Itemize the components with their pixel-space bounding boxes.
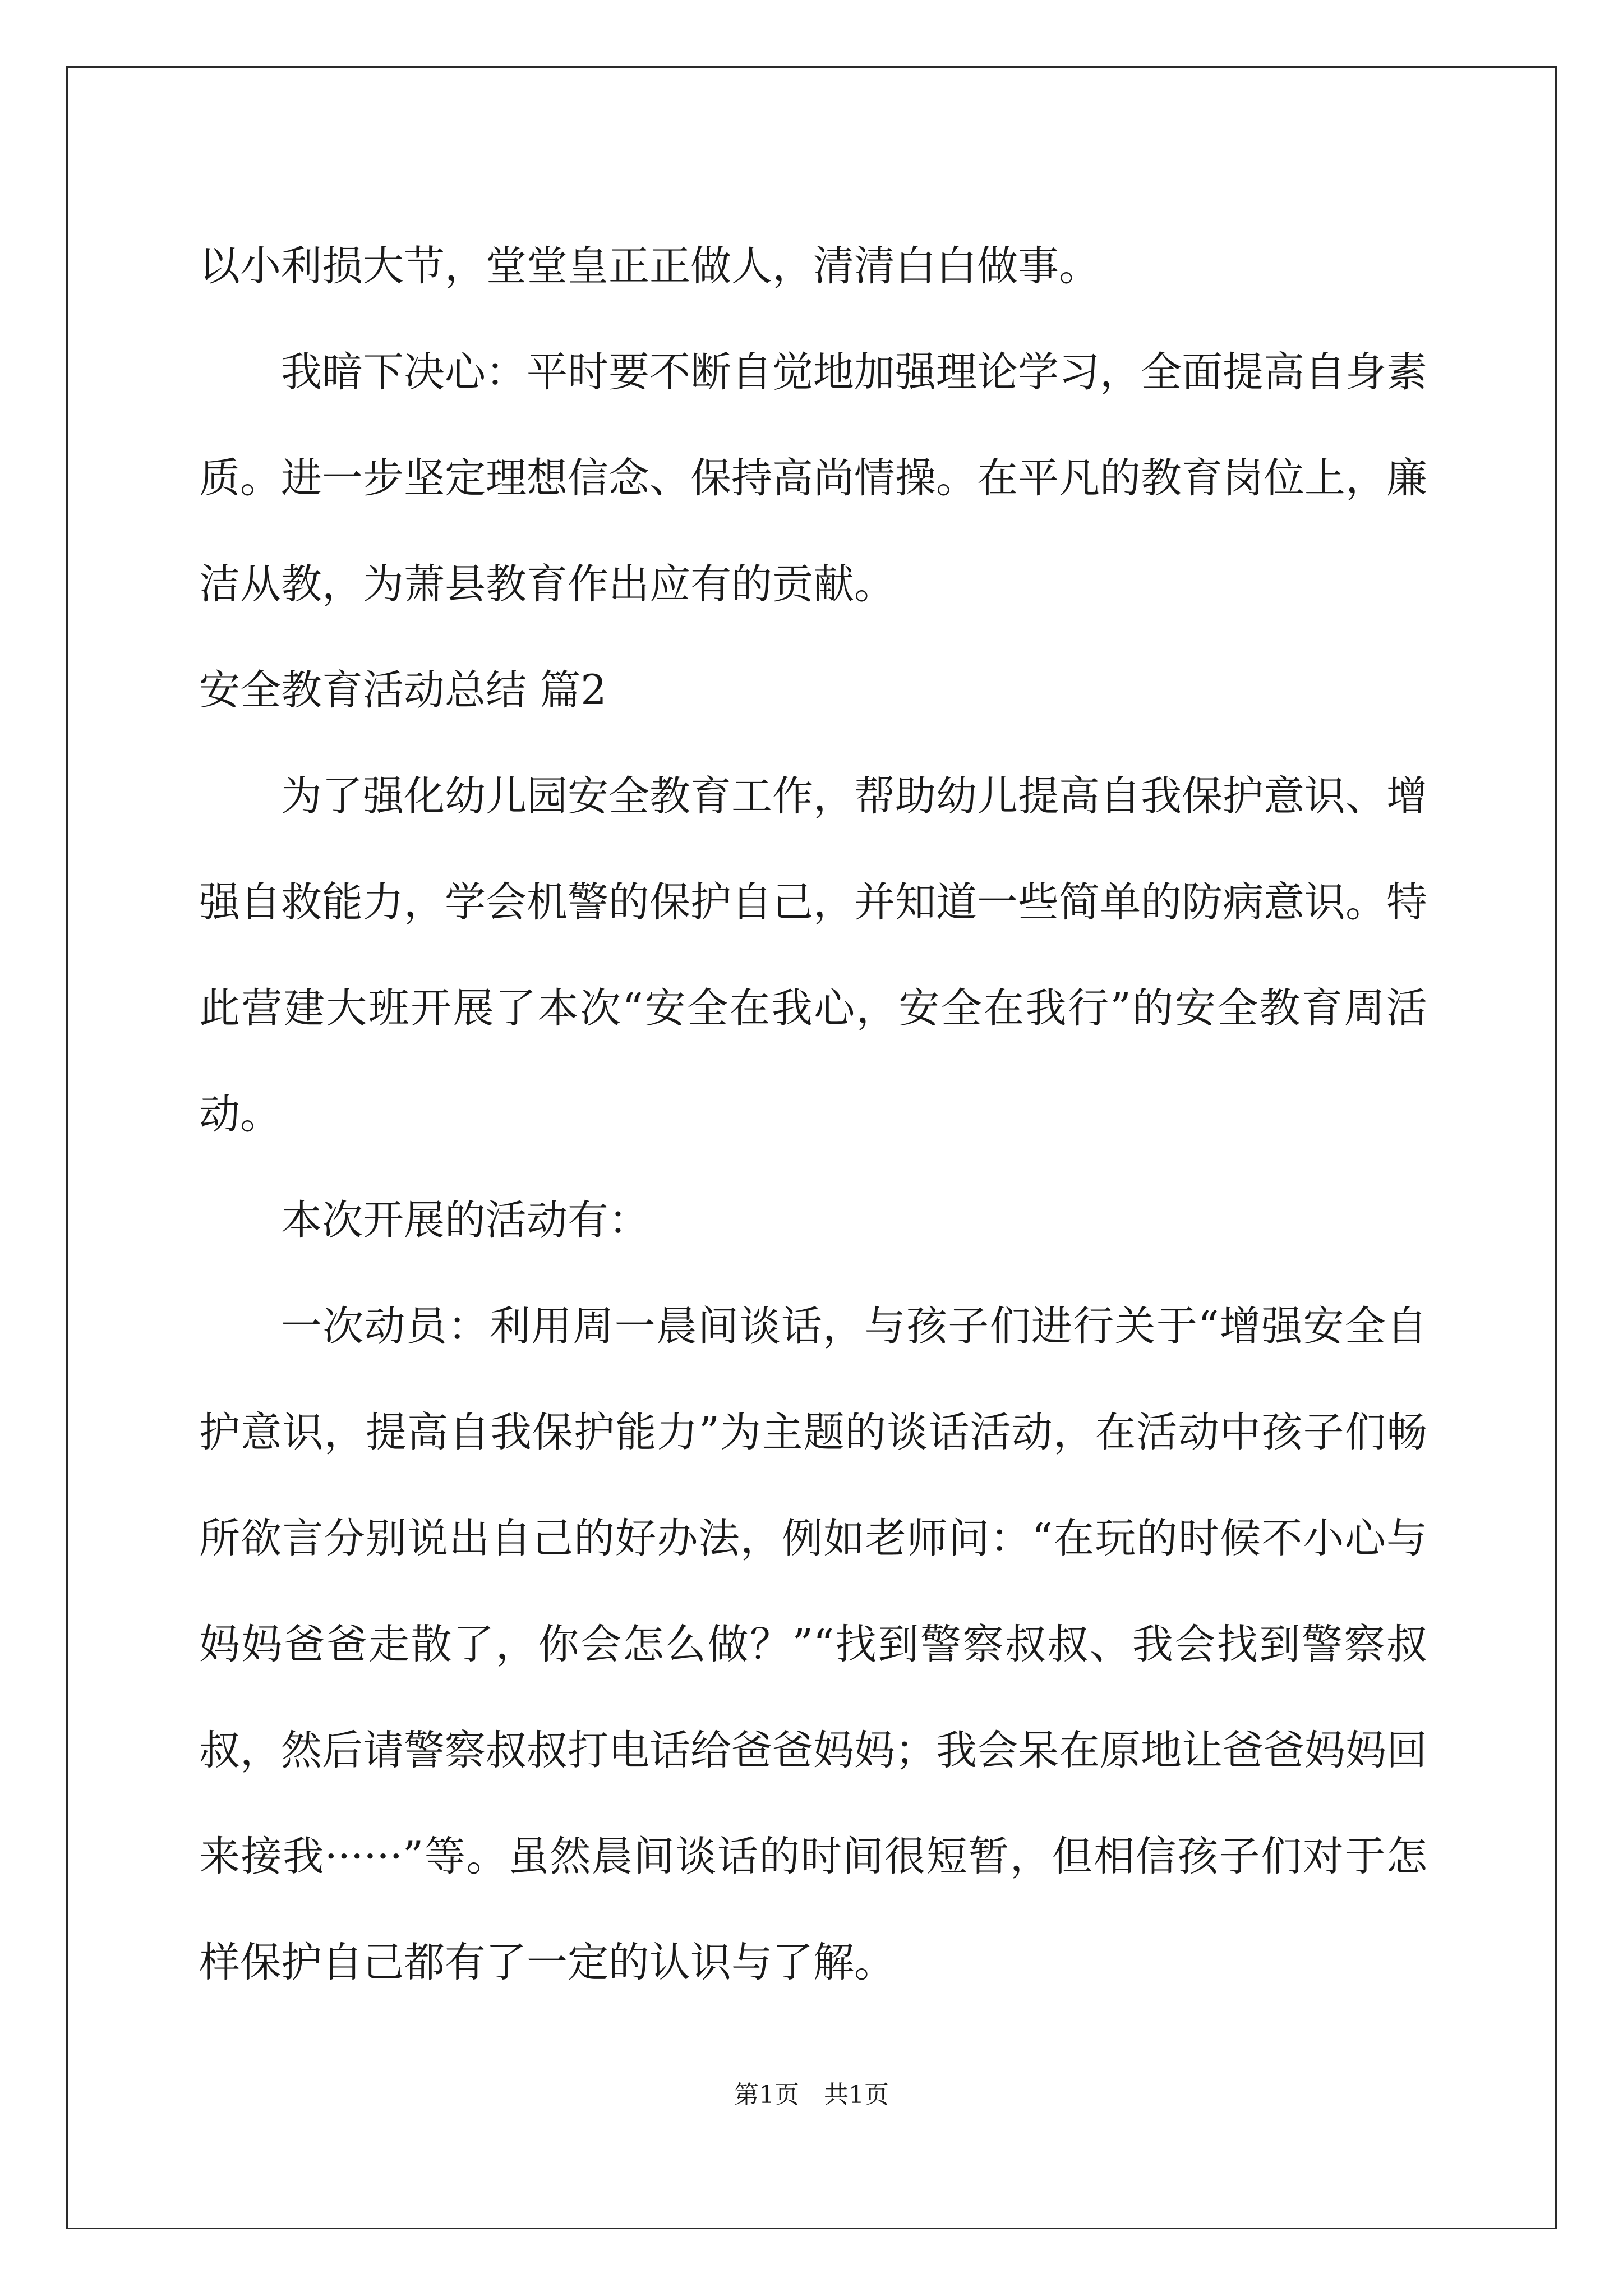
paragraph-mobilization: 一次动员：利用周一晨间谈话，与孩子们进行关于“增强安全自护意识，提高自我保护能力”为主题的谈话活动，在活动中孩子们畅所欲言分别说出自己的好办法，例如老师问：“在玩的时候不小心与妈妈爸爸走散了，你会怎么做？”“找到警察叔叔、我会找到警察叔叔，然后请警察叔叔打电话给爸爸妈妈；我会呆在原地让爸爸妈妈回来接我······”等。虽然晨间谈话的时间很短暂，但相信孩子们对于怎样保护自己都有了一定的认识与了解。 bbox=[199, 1303, 1427, 1986]
paragraph-continuation: 以小利损大节，堂堂皇正正做人，清清白白做事。 bbox=[199, 242, 1100, 290]
document-body bbox=[199, 213, 1427, 2016]
page-footer: 第1页 共1页 bbox=[734, 2081, 889, 2109]
paragraph-intro: 为了强化幼儿园安全教育工作，帮助幼儿提高自我保护意识、增强自救能力，学会机警的保护自己，并知道一些简单的防病意识。特此营建大班开展了本次“安全在我心，安全在我行”的安全教育周活动。 bbox=[199, 772, 1427, 1138]
paragraph-activities-intro: 本次开展的活动有： bbox=[281, 1197, 649, 1244]
paragraph-resolution: 我暗下决心：平时要不断自觉地加强理论学习，全面提高自身素质。进一步坚定理想信念、保持高尚情操。在平凡的教育岗位上，廉洁从教，为萧县教育作出应有的贡献。 bbox=[199, 348, 1427, 608]
section-heading: 安全教育活动总结 篇2 bbox=[199, 666, 607, 714]
